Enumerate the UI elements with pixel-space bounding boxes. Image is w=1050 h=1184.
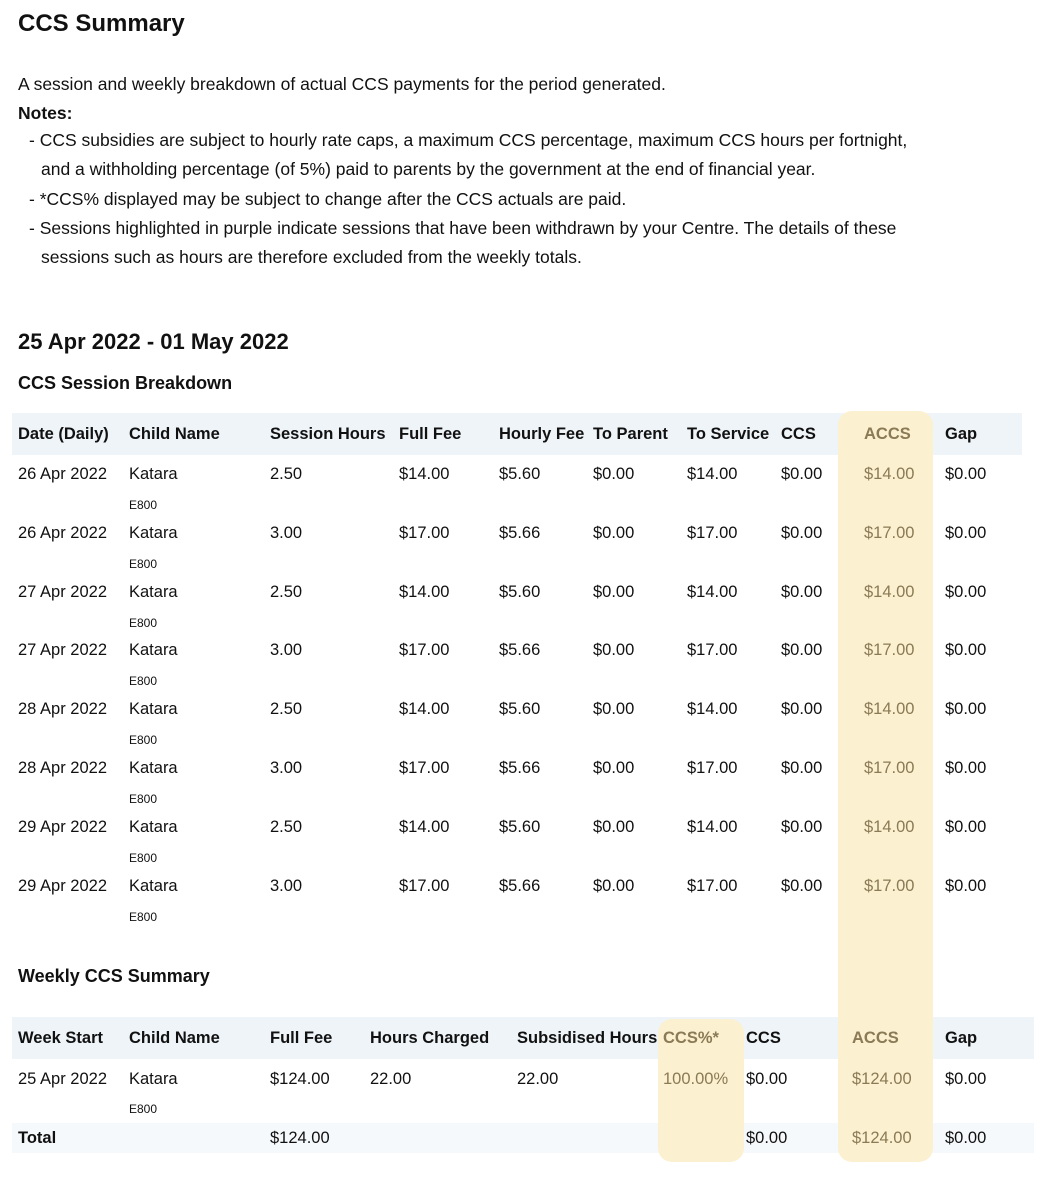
cell-to-service: $17.00 [687, 759, 738, 777]
cell-session-hours: 3.00 [270, 641, 303, 660]
weekly-header-child-name: Child Name [129, 1029, 220, 1047]
cell-to-parent: $0.00 [593, 582, 635, 601]
cell-full-fee: $14.00 [399, 465, 450, 483]
cell-accs: $17.00 [864, 876, 915, 895]
cell-hourly-fee: $5.60 [499, 817, 541, 836]
total-gap: $0.00 [945, 1129, 987, 1147]
cell-date: 27 Apr 2022 [18, 641, 107, 660]
cell-date: 29 Apr 2022 [18, 876, 107, 895]
cell-child-name: Katara [129, 759, 178, 777]
cell-gap: $0.00 [945, 1070, 987, 1088]
cell-gap: $0.00 [945, 759, 987, 777]
child-id: E800 [129, 498, 158, 512]
note-3-line-1: - Sessions highlighted in purple indicate sessions that have been withdrawn by your Centre. The details of these [29, 218, 897, 238]
cell-full-fee: $17.00 [399, 759, 450, 777]
child-id: E800 [129, 674, 158, 689]
cell-to-parent: $0.00 [593, 641, 635, 660]
cell-session-hours: 2.50 [270, 700, 303, 719]
cell-date: 28 Apr 2022 [18, 700, 107, 719]
session-header-to-parent: To Parent [593, 425, 668, 443]
cell-gap: $0.00 [945, 876, 987, 895]
cell-to-service: $17.00 [687, 876, 738, 895]
cell-to-service: $14.00 [687, 582, 738, 601]
cell-gap: $0.00 [945, 465, 987, 483]
cell-to-parent: $0.00 [593, 700, 635, 719]
session-header-date: Date (Daily) [18, 425, 109, 443]
cell-gap: $0.00 [945, 582, 987, 601]
cell-date: 27 Apr 2022 [18, 582, 107, 601]
cell-child-name: Katara [129, 523, 178, 542]
cell-hours-charged: 22.00 [370, 1070, 412, 1088]
cell-child-name: Katara [129, 641, 178, 660]
cell-child-name: Katara [129, 876, 178, 895]
cell-hourly-fee: $5.60 [499, 700, 541, 719]
child-id: E800 [129, 850, 158, 865]
weekly-header-week-start: Week Start [18, 1029, 103, 1047]
cell-to-parent: $0.00 [593, 876, 635, 895]
session-header-gap: Gap [945, 425, 978, 443]
cell-to-service: $14.00 [687, 700, 738, 719]
weekly-header-hours-charged: Hours Charged [370, 1029, 490, 1047]
session-header-to-service: To Service [687, 425, 770, 443]
child-id: E800 [129, 909, 158, 924]
cell-gap: $0.00 [945, 700, 987, 719]
cell-session-hours: 3.00 [270, 759, 303, 777]
child-id: E800 [129, 615, 158, 630]
cell-accs: $14.00 [864, 582, 915, 601]
cell-child-name: Katara [129, 1070, 178, 1088]
cell-ccs: $0.00 [781, 759, 823, 777]
note-2-line-1: - *CCS% displayed may be subject to change after the CCS actuals are paid. [29, 189, 627, 209]
cell-accs: $14.00 [864, 700, 915, 719]
total-accs: $124.00 [852, 1129, 912, 1147]
cell-subsidised-hours: 22.00 [517, 1070, 559, 1088]
cell-hourly-fee: $5.66 [499, 641, 541, 660]
cell-session-hours: 2.50 [270, 582, 303, 601]
note-1-line-2: and a withholding percentage (of 5%) paid to parents by the government at the end of financial year. [41, 159, 816, 179]
cell-child-name: Katara [129, 817, 178, 836]
weekly-header-ccs-percent: CCS%* [663, 1029, 719, 1047]
cell-gap: $0.00 [945, 817, 987, 836]
cell-ccs: $0.00 [781, 465, 823, 483]
cell-accs: $17.00 [864, 523, 915, 542]
cell-hourly-fee: $5.60 [499, 465, 541, 483]
session-header-session-hours: Session Hours [270, 425, 386, 443]
total-label: Total [18, 1129, 57, 1147]
cell-gap: $0.00 [945, 641, 987, 660]
notes-label: Notes: [18, 103, 73, 123]
child-id: E800 [129, 733, 158, 748]
total-full-fee: $124.00 [270, 1129, 330, 1147]
cell-child-name: Katara [129, 582, 178, 601]
cell-ccs: $0.00 [781, 582, 823, 601]
cell-full-fee: $14.00 [399, 700, 450, 719]
cell-gap: $0.00 [945, 523, 987, 542]
cell-ccs: $0.00 [781, 700, 823, 719]
note-3-line-2: sessions such as hours are therefore excluded from the weekly totals. [41, 247, 582, 267]
cell-ccs-percent: 100.00% [663, 1070, 729, 1088]
cell-session-hours: 2.50 [270, 817, 303, 836]
cell-session-hours: 2.50 [270, 465, 303, 483]
session-header-child-name: Child Name [129, 425, 220, 443]
cell-child-name: Katara [129, 700, 178, 719]
weekly-summary-heading: Weekly CCS Summary [18, 966, 210, 986]
cell-to-service: $14.00 [687, 817, 738, 836]
cell-to-service: $14.00 [687, 465, 738, 483]
cell-full-fee: $17.00 [399, 876, 450, 895]
page-title: CCS Summary [18, 10, 185, 37]
cell-accs: $14.00 [864, 465, 915, 483]
weekly-header-gap: Gap [945, 1029, 978, 1047]
cell-ccs: $0.00 [781, 817, 823, 836]
cell-ccs: $0.00 [781, 876, 823, 895]
cell-date: 28 Apr 2022 [18, 759, 107, 777]
cell-full-fee: $17.00 [399, 523, 450, 542]
session-header-ccs: CCS [781, 425, 816, 443]
child-id: E800 [129, 556, 158, 571]
cell-date: 26 Apr 2022 [18, 465, 107, 483]
session-header-full-fee: Full Fee [399, 425, 462, 443]
cell-hourly-fee: $5.66 [499, 523, 541, 542]
total-ccs: $0.00 [746, 1129, 788, 1147]
cell-session-hours: 3.00 [270, 876, 303, 895]
session-header-hourly-fee: Hourly Fee [499, 425, 585, 443]
weekly-header-accs: ACCS [852, 1029, 899, 1047]
child-id: E800 [129, 792, 158, 806]
cell-to-parent: $0.00 [593, 465, 635, 483]
cell-date: 29 Apr 2022 [18, 817, 107, 836]
weekly-header-ccs: CCS [746, 1029, 781, 1047]
cell-hourly-fee: $5.60 [499, 582, 541, 601]
session-breakdown-heading: CCS Session Breakdown [18, 373, 233, 393]
session-header-accs: ACCS [864, 425, 911, 443]
cell-ccs: $0.00 [781, 523, 823, 542]
cell-ccs: $0.00 [746, 1070, 788, 1088]
cell-full-fee: $14.00 [399, 582, 450, 601]
cell-to-parent: $0.00 [593, 759, 635, 777]
cell-date: 26 Apr 2022 [18, 523, 107, 542]
cell-accs: $17.00 [864, 759, 915, 777]
cell-to-parent: $0.00 [593, 817, 635, 836]
intro-text: A session and weekly breakdown of actual CCS payments for the period generated. [18, 74, 666, 94]
cell-full-fee: $17.00 [399, 641, 450, 660]
cell-accs: $14.00 [864, 817, 915, 836]
cell-session-hours: 3.00 [270, 523, 303, 542]
cell-full-fee: $124.00 [270, 1070, 330, 1088]
cell-accs: $17.00 [864, 641, 915, 660]
child-id: E800 [129, 1102, 158, 1116]
cell-to-service: $17.00 [687, 641, 738, 660]
cell-hourly-fee: $5.66 [499, 876, 541, 895]
cell-ccs: $0.00 [781, 641, 823, 660]
cell-accs: $124.00 [852, 1070, 912, 1088]
weekly-header-subsidised-hours: Subsidised Hours [517, 1029, 658, 1047]
cell-week-start: 25 Apr 2022 [18, 1070, 107, 1088]
cell-full-fee: $14.00 [399, 817, 450, 836]
cell-child-name: Katara [129, 465, 178, 483]
cell-to-service: $17.00 [687, 523, 738, 542]
cell-to-parent: $0.00 [593, 523, 635, 542]
period-heading: 25 Apr 2022 - 01 May 2022 [18, 329, 289, 354]
cell-hourly-fee: $5.66 [499, 759, 541, 777]
note-1-line-1: - CCS subsidies are subject to hourly rate caps, a maximum CCS percentage, maximum CCS hours per fortnight, [29, 130, 908, 150]
weekly-header-full-fee: Full Fee [270, 1029, 333, 1047]
